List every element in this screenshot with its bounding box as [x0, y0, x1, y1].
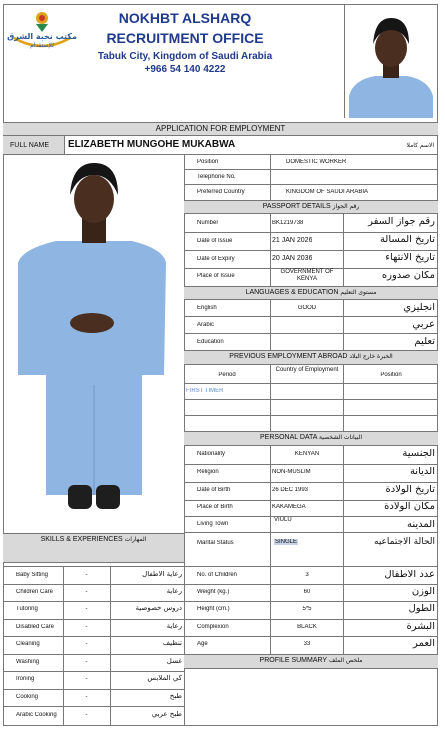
- place-of-issue-value: GOVERNMENT OF KENYA: [280, 269, 334, 282]
- col-position: Position: [380, 372, 402, 378]
- complexion-label: Complexion: [197, 624, 229, 630]
- religion-label: Religion: [197, 469, 219, 475]
- expiry-date-ar: تاريخ الانتهاء: [385, 253, 435, 263]
- issue-date-label: Date of Issue: [197, 238, 233, 244]
- marital-status-value: SINGLE: [275, 539, 298, 545]
- col-period: Period: [218, 372, 236, 378]
- english-label: English: [197, 305, 217, 311]
- height-value: 5*5: [302, 606, 312, 612]
- height-label: Height (cm.): [197, 606, 230, 612]
- pob-label: Place of Birth: [197, 504, 233, 510]
- office-sub: RECRUITMENT OFFICE: [106, 30, 264, 46]
- previous-title: PREVIOUS EMPLOYMENT ABROAD الخبرة خارج البلاد: [229, 353, 393, 360]
- passport-number-value: BK1219738: [272, 220, 304, 226]
- position-label: Position: [197, 159, 219, 165]
- skill-value: -: [85, 694, 88, 700]
- expiry-date-value: 20 JAN 2036: [272, 255, 313, 262]
- skill-label: Washing: [16, 659, 40, 665]
- education-ar: تعليم: [414, 337, 435, 347]
- dob-label: Date of Birth: [197, 487, 231, 493]
- skill-ar: رعاية: [166, 588, 182, 595]
- skill-value: -: [85, 624, 88, 630]
- full-name-label-ar: الاسم كاملا: [406, 142, 434, 149]
- skill-label: Baby Sitting: [16, 572, 49, 578]
- age-label: Age: [197, 641, 208, 647]
- issue-date-ar: تاريخ المسألة: [379, 235, 435, 245]
- english-value: GOOD: [297, 305, 317, 311]
- logo-sub-ar: للإستقدام: [30, 42, 54, 49]
- skills-title: SKILLS & EXPERIENCES المهارات: [40, 536, 147, 543]
- skill-ar: طبخ: [169, 693, 182, 700]
- dob-value: 26 DEC 1993: [272, 487, 309, 493]
- header-photo: [344, 4, 436, 118]
- passport-title: PASSPORT DETAILS رقم الجواز: [262, 203, 360, 210]
- children-value: 3: [305, 572, 309, 578]
- religion-ar: الديانة: [409, 467, 435, 477]
- office-phone: +966 54 140 4222: [144, 64, 226, 75]
- skill-value: -: [85, 589, 88, 595]
- form-title: APPLICATION FOR EMPLOYMENT: [155, 124, 286, 133]
- skill-label: Cooking: [16, 694, 39, 700]
- skill-ar: رعاية: [166, 623, 182, 630]
- full-name-label: FULL NAME: [10, 142, 50, 149]
- skill-ar: دروس خصوصية: [135, 605, 182, 612]
- personal-title: PERSONAL DATA البيانات الشخصية: [260, 434, 362, 441]
- weight-label: Weight (kg.): [197, 589, 230, 595]
- living-town-ar: المدينه: [406, 520, 435, 530]
- skill-value: -: [85, 572, 88, 578]
- age-value: 33: [303, 641, 311, 647]
- profile-summary-title: PROFILE SUMMARY ملخص الملف: [259, 657, 363, 664]
- pob-value: KAKAMEGA: [272, 504, 306, 510]
- nationality-ar: الجنسية: [402, 449, 435, 459]
- arabic-ar: عربي: [412, 320, 435, 330]
- skill-value: -: [85, 641, 88, 647]
- skill-label: Disabled Care: [16, 624, 55, 630]
- skill-label: Tutoring: [16, 606, 38, 612]
- logo-text-ar: مكتب نخبة الشرق: [7, 32, 77, 41]
- english-ar: انجليزي: [403, 303, 435, 313]
- preferred-country-label: Preferred Country: [197, 189, 245, 195]
- skill-label: Cleaning: [16, 641, 40, 647]
- applicant-photo: [4, 155, 184, 533]
- arabic-label: Arabic: [197, 322, 215, 328]
- religion-value: NON-MUSLIM: [272, 469, 311, 475]
- skill-label: Arabic Cooking: [16, 712, 57, 718]
- preferred-country-value: KINGDOM OF SAUDI ARABIA: [286, 189, 369, 195]
- logo: [6, 8, 78, 54]
- skill-ar: غسل: [166, 658, 182, 665]
- skill-value: -: [85, 676, 88, 682]
- passport-number-ar: رقم جواز السفر: [368, 217, 435, 227]
- children-label: No. of Children: [197, 572, 238, 578]
- living-town-value: VIULU: [274, 517, 292, 523]
- skill-label: Children Care: [16, 589, 54, 595]
- weight-value: 60: [303, 589, 311, 595]
- languages-title: LANGUAGES & EDUCATION مستوى التعليم: [245, 289, 377, 296]
- children-ar: عدد الأطفال: [384, 570, 435, 580]
- expiry-date-label: Date of Expiry: [197, 256, 235, 262]
- full-name-value: ELIZABETH MUNGOHE MUKABWA: [68, 139, 236, 150]
- place-of-issue-label: Place of Issue: [197, 273, 235, 279]
- education-label: Education: [197, 339, 224, 345]
- issue-date-value: 21 JAN 2026: [272, 237, 313, 244]
- skill-label: Ironing: [16, 676, 35, 682]
- height-ar: الطول: [408, 604, 435, 614]
- skill-value: -: [85, 606, 88, 612]
- telephone-label: Telephone No.: [197, 174, 236, 180]
- office-city: Tabuk City, Kingdom of Saudi Arabia: [97, 51, 273, 62]
- first-timer: FIRST TIMER: [186, 388, 224, 394]
- marital-status-ar: الحالة الاجتماعيه: [374, 537, 435, 547]
- skill-value: -: [85, 712, 88, 718]
- pob-ar: مكان الولادة: [384, 502, 435, 512]
- nationality-label: Nationality: [197, 451, 226, 457]
- skill-ar: تنظيف: [162, 640, 182, 647]
- age-ar: العمر: [413, 639, 435, 649]
- skill-ar: طبخ عربي: [151, 711, 182, 718]
- skill-ar: رعاية الأطفال: [142, 571, 182, 578]
- complexion-value: BLACK: [297, 624, 317, 630]
- dob-ar: تاريخ الولادة: [385, 485, 435, 495]
- living-town-label: Living Town: [197, 521, 229, 527]
- weight-ar: الوزن: [411, 587, 435, 597]
- col-country: Country of Employment: [275, 367, 339, 373]
- nationality-value: KENYAN: [294, 451, 320, 457]
- marital-status-label: Marital Status: [197, 540, 234, 546]
- passport-number-label: Number: [197, 220, 219, 226]
- place-of-issue-ar: مكان صدوره: [381, 271, 435, 281]
- skill-value: -: [85, 659, 88, 665]
- position-value: DOMESTIC WORKER: [286, 159, 347, 165]
- complexion-ar: البشرة: [406, 622, 435, 632]
- office-name: NOKHBT ALSHARQ: [118, 10, 252, 26]
- skill-ar: كي الملابس: [147, 675, 182, 682]
